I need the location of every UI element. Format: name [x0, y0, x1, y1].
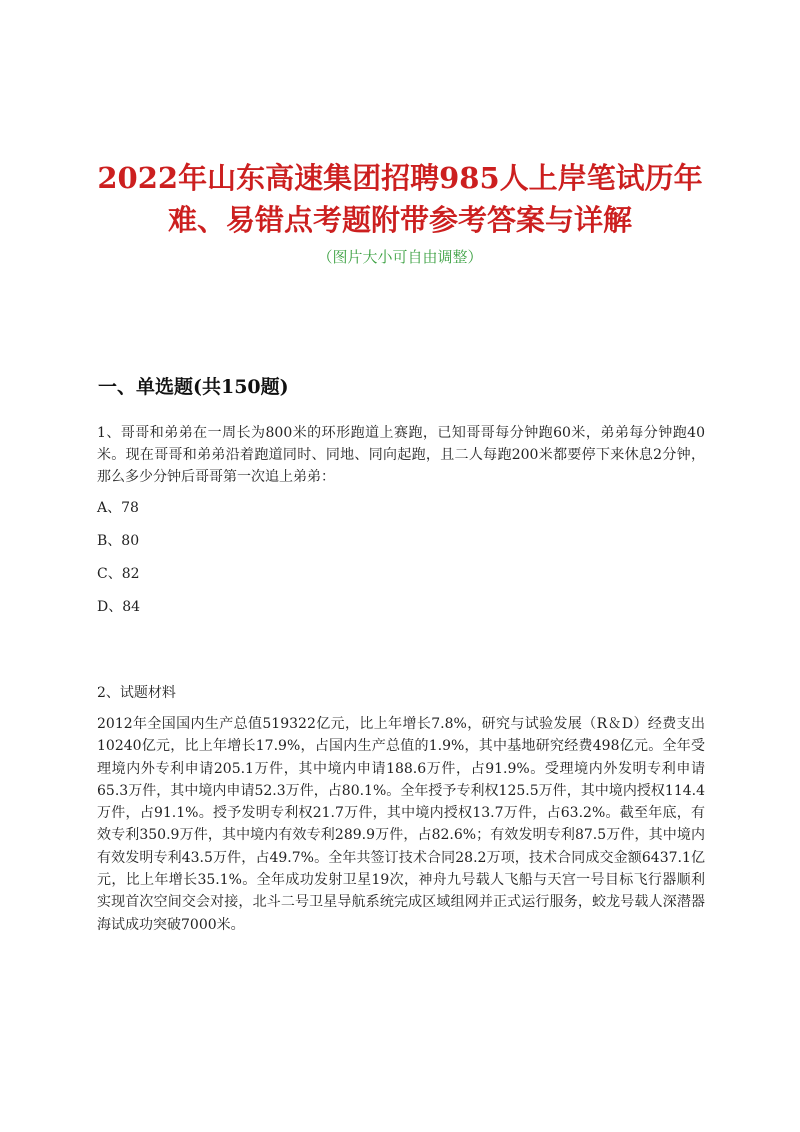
question-1-option-b: B、80 — [97, 533, 140, 549]
question-2-material: 2012年全国国内生产总值519322亿元，比上年增长7.8%，研究与试验发展（R＆D）经费支出10240亿元，比上年增长17.9%，占国内生产总值的1.9%，其中基地研究经费498亿元。全年受理境内外专利申请205.1万件，其中境内申请188.6万件，占91.9%。受理境内外发明专利申请65.3万件，其中境内申请52.3万件，占80.1%。全年授予专利权125.5万件，其中境内授权114.4万件，占91.1%。授予发明专利权21.7万件，其中境内授权13.7万件，占63.2%。截至年底，有效专利350.9万件，其中境内有效专利289.9万件，占82.6%；有效发明专利87.5万件，其中境内有效发明专利43.5万件，占49.7%。全年共签订技术合同28.2万项，技术合同成交金额6437.1亿元，比上年增长35.1%。全年成功发射卫星19次，神舟九号载人飞船与天宫一号目标飞行器顺利实现首次空间交会对接，北斗二号卫星导航系统完成区域组网并正式运行服务，蛟龙号载人深潜器海试成功突破7000米。 — [97, 716, 705, 933]
section-heading: 一、单选题(共150题) — [98, 376, 289, 398]
question-2-label: 2、试题材料 — [97, 685, 176, 701]
question-1-text: 1、哥哥和弟弟在一周长为800米的环形跑道上赛跑，已知哥哥每分钟跑60米，弟弟每分钟跑40米。现在哥哥和弟弟沿着跑道同时、同地、同向起跑，且二人每跑200米都要停下来休息2分钟，那么多少分钟后哥哥第一次追上弟弟： — [97, 425, 705, 486]
question-1-option-d: D、84 — [97, 599, 141, 615]
question-1-option-a: A、78 — [97, 500, 139, 516]
document-subtitle: （图片大小可自由调整） — [317, 248, 483, 266]
document-title-line-1: 2022年山东高速集团招聘985人上岸笔试历年 — [97, 161, 703, 195]
question-1-option-c: C、82 — [97, 566, 140, 582]
document-title-line-2: 难、易错点考题附带参考答案与详解 — [167, 203, 632, 237]
